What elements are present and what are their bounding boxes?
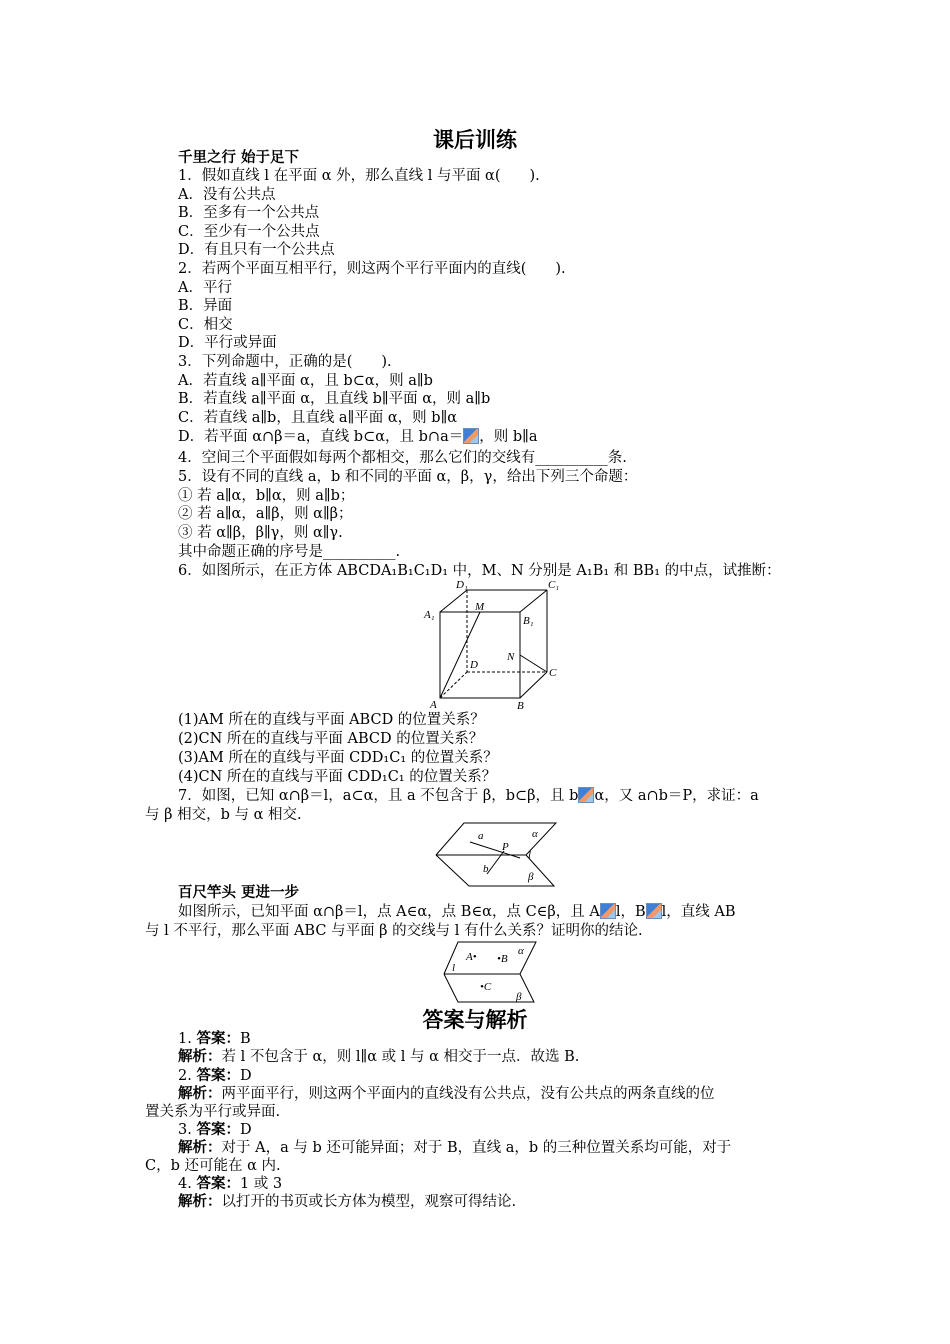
option-text: ，则 b∥a xyxy=(479,429,538,445)
figure-label: l xyxy=(452,962,456,974)
page-title: 课后训练 xyxy=(433,127,517,152)
vertex-label: N xyxy=(507,651,515,663)
section-heading-1: 千里之行 始于足下 xyxy=(178,149,300,166)
question-5-ask: 其中命题正确的序号是__________. xyxy=(178,544,401,560)
figure-label: P xyxy=(502,841,509,853)
figure-label: α xyxy=(518,945,524,957)
figure-label: α xyxy=(532,828,538,840)
vertex-label: C xyxy=(549,667,557,679)
vertex-label: A₁ xyxy=(424,609,435,621)
question-5-item: ② 若 a∥α，a∥β，则 α∥β； xyxy=(178,506,353,522)
figure-label: β xyxy=(516,991,522,1003)
question-text: α，又 a∩b＝P，求证：a xyxy=(594,788,759,804)
question-6-sub: (4)CN 所在的直线与平面 CDD₁C₁ 的位置关系？ xyxy=(178,769,497,785)
planes-figure-q7 xyxy=(432,822,557,888)
question-2-option: B．异面 xyxy=(178,298,233,314)
question-6-stem: 6．如图所示，在正方体 ABCDA₁B₁C₁D₁ 中，M、N 分别是 A₁B₁ 和 BB₁ 的中点，试推断： xyxy=(178,563,781,579)
explanation-line: C，b 还可能在 α 内. xyxy=(145,1158,281,1174)
explanation-line: 置关系为平行或异面. xyxy=(145,1104,281,1120)
question-8-line-2: 与 l 不平行，那么平面 ABC 与平面 β 的交线与 l 有什么关系？证明你的结论. xyxy=(145,923,643,939)
question-7-line-1 xyxy=(178,787,759,805)
explanation-line: 解析：以打开的书页或长方体为模型，观察可得结论. xyxy=(178,1193,517,1210)
vertex-label: M xyxy=(475,601,485,613)
question-8-line-1 xyxy=(178,903,736,921)
figure-label: β xyxy=(528,871,534,883)
question-text: 如图所示，已知平面 α∩β＝l，点 A∈α，点 B∈α，点 C∈β，且 A xyxy=(178,904,600,920)
planes-figure-q8 xyxy=(440,940,540,1004)
question-text: l，B xyxy=(615,904,646,920)
answers-title: 答案与解析 xyxy=(422,1007,528,1032)
question-5-item: ③ 若 α∥β，β∥γ，则 α∥γ. xyxy=(178,525,343,541)
vertex-label: D₁ xyxy=(456,579,468,591)
question-5-item: ① 若 a∥α，b∥α，则 a∥b； xyxy=(178,488,355,504)
figure-label: b xyxy=(483,863,489,875)
question-1-option: B．至多有一个公共点 xyxy=(178,205,320,221)
figure-label: •B xyxy=(497,953,508,965)
figure-label: l xyxy=(528,849,532,861)
explanation-line: 解析：对于 A，a 与 b 还可能异面；对于 B，直线 a，b 的三种位置关系均可能，对于 xyxy=(178,1139,732,1156)
question-2-stem: 2．若两个平面互相平行，则这两个平行平面内的直线( ). xyxy=(178,261,566,277)
vertex-label: C₁ xyxy=(548,579,560,591)
question-6-sub: (2)CN 所在的直线与平面 ABCD 的位置关系？ xyxy=(178,731,484,747)
question-1-option: A．没有公共点 xyxy=(178,187,276,203)
answer-line: 3. 答案：D xyxy=(178,1121,252,1138)
vertex-label: B₁ xyxy=(523,615,534,627)
question-text: l，直线 AB xyxy=(661,904,736,920)
question-5-stem: 5．设有不同的直线 a，b 和不同的平面 α，β，γ，给出下列三个命题： xyxy=(178,469,638,485)
question-3-option-d xyxy=(178,428,537,446)
missing-symbol-icon xyxy=(578,787,594,803)
question-1-option: C．至少有一个公共点 xyxy=(178,224,320,240)
question-3-stem: 3．下列命题中，正确的是( ). xyxy=(178,354,392,370)
vertex-label: A xyxy=(430,699,437,710)
missing-symbol-icon xyxy=(600,903,616,919)
option-text: D．若平面 α∩β＝a，直线 b⊂α，且 b∩a＝ xyxy=(178,429,464,445)
explanation-line: 解析：若 l 不包含于 α，则 l∥α 或 l 与 α 相交于一点．故选 B. xyxy=(178,1048,580,1065)
answer-line: 1. 答案：B xyxy=(178,1030,251,1047)
question-2-option: C．相交 xyxy=(178,317,233,333)
question-1-stem: 1．假如直线 l 在平面 α 外，那么直线 l 与平面 α( ). xyxy=(178,168,540,184)
question-6-sub: (1)AM 所在的直线与平面 ABCD 的位置关系？ xyxy=(178,712,485,728)
question-7-line-2: 与 β 相交，b 与 α 相交. xyxy=(145,807,302,823)
explanation-line: 解析：两平面平行，则这两个平面内的直线没有公共点，没有公共点的两条直线的位 xyxy=(178,1085,715,1102)
question-3-option: A．若直线 a∥平面 α，且 b⊂α，则 a∥b xyxy=(178,373,433,389)
answer-line: 4. 答案：1 或 3 xyxy=(178,1175,283,1192)
figure-label: A• xyxy=(466,951,477,963)
figure-label: a xyxy=(478,830,484,842)
question-2-option: A．平行 xyxy=(178,280,232,296)
figure-label: •C xyxy=(480,981,492,993)
question-6-sub: (3)AM 所在的直线与平面 CDD₁C₁ 的位置关系？ xyxy=(178,750,498,766)
answer-line: 2. 答案：D xyxy=(178,1067,252,1084)
question-3-option: C．若直线 a∥b，且直线 a∥平面 α，则 b∥α xyxy=(178,410,458,426)
missing-symbol-icon xyxy=(646,903,662,919)
vertex-label: B xyxy=(517,700,524,710)
cube-figure xyxy=(420,578,570,710)
question-text: 7．如图，已知 α∩β＝l，a⊂α，且 a 不包含于 β，b⊂β，且 b xyxy=(178,788,579,804)
missing-symbol-icon xyxy=(463,428,479,444)
vertex-label: D xyxy=(470,659,478,671)
question-1-option: D．有且只有一个公共点 xyxy=(178,242,335,258)
question-4: 4．空间三个平面假如每两个都相交，那么它们的交线有__________条. xyxy=(178,450,627,466)
question-2-option: D．平行或异面 xyxy=(178,335,277,351)
section-heading-2: 百尺竿头 更进一步 xyxy=(178,884,300,901)
question-3-option: B．若直线 a∥平面 α，且直线 b∥平面 α，则 a∥b xyxy=(178,391,491,407)
